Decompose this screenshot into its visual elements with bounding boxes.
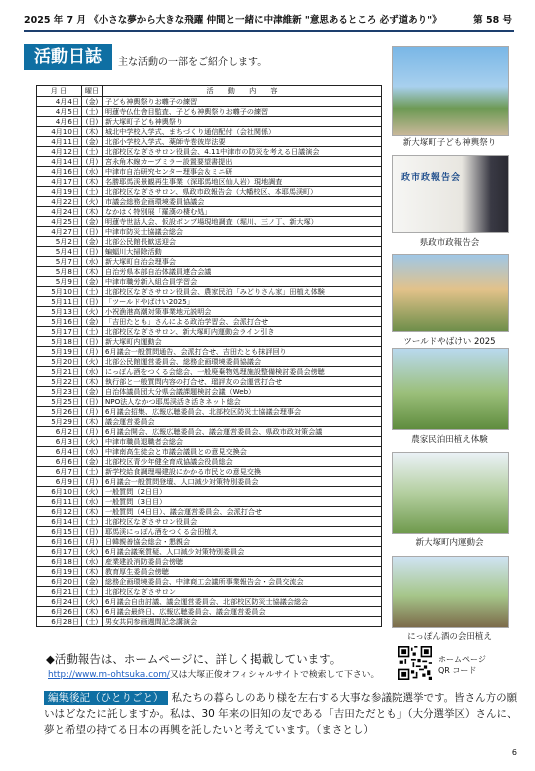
photo-cycling-event bbox=[392, 254, 509, 332]
activity-cell: 明蓮寺仏仕舎目監査、子ども神輿祭りお囃子の練習 bbox=[103, 107, 382, 117]
date-cell: 4月14日 bbox=[37, 157, 82, 167]
activity-cell: 6月議会開会、広報広聴委員会、議会運営委員会、県政市政対策会議 bbox=[103, 427, 382, 437]
qr-code-icon[interactable] bbox=[398, 646, 432, 680]
table-row bbox=[37, 187, 382, 197]
table-row bbox=[37, 447, 382, 457]
qr-label-line2: QR コード bbox=[438, 666, 477, 675]
date-cell: 6月26日 bbox=[37, 607, 82, 617]
date-cell: 6月24日 bbox=[37, 597, 82, 607]
table-row bbox=[37, 147, 382, 157]
weekday-cell: (水) bbox=[82, 557, 103, 567]
date-cell: 5月26日 bbox=[37, 407, 82, 417]
table-row bbox=[37, 227, 382, 237]
table-row bbox=[37, 327, 382, 337]
activity-cell: 宮永角木線カーブミラー設置要望書提出 bbox=[103, 157, 382, 167]
date-cell: 4月10日 bbox=[37, 127, 82, 137]
activity-cell: 新学校給食調理場建設にかかる市民との意見交換 bbox=[103, 467, 382, 477]
table-row bbox=[37, 457, 382, 467]
photo-sign-text: 政市政報告会 bbox=[401, 173, 462, 183]
weekday-cell: (水) bbox=[82, 167, 103, 177]
activity-cell: 明蓮寺世話人会、仮設ポンプ場現地調査（堀川、三ノ丁、新大塚） bbox=[103, 217, 382, 227]
table-row bbox=[37, 127, 382, 137]
activity-cell: 城北中学校入学式、まちづくり通信配付（会社関係） bbox=[103, 127, 382, 137]
weekday-cell: (金) bbox=[82, 577, 103, 587]
weekday-cell: (木) bbox=[82, 207, 103, 217]
weekday-cell: (金) bbox=[82, 237, 103, 247]
date-cell: 6月6日 bbox=[37, 457, 82, 467]
date-cell: 4月4日 bbox=[37, 97, 82, 107]
activity-cell: 自治体議員団大分県会議課題検討会議（Web） bbox=[103, 387, 382, 397]
date-cell: 5月8日 bbox=[37, 267, 82, 277]
homepage-link[interactable]: http://www.m-ohtsuka.com/ bbox=[48, 670, 170, 680]
url-note: 又は大塚正俊オフィシャルサイトで検索して下さい。 bbox=[169, 670, 380, 680]
qr-label bbox=[438, 654, 486, 676]
date-cell: 6月20日 bbox=[37, 577, 82, 587]
activity-cell: 6月議会一般質問登壇、人口減少対策特別委員会 bbox=[103, 477, 382, 487]
date-cell: 6月7日 bbox=[37, 467, 82, 477]
table-row bbox=[37, 207, 382, 217]
weekday-cell: (木) bbox=[82, 607, 103, 617]
date-cell: 5月13日 bbox=[37, 307, 82, 317]
activity-cell: 日韓親善協会総会・懇親会 bbox=[103, 537, 382, 547]
activity-cell: 名勝耶馬渓景観再生事業（深耶馬地区仙人岩）現地調査 bbox=[103, 177, 382, 187]
date-cell: 5月10日 bbox=[37, 287, 82, 297]
header-text: 2025 年 7 月 《小さな夢から大きな飛躍 仲間と一緒に中津維新 "意思あるところ 必ず道あり"》 bbox=[24, 15, 442, 26]
date-cell: 6月15日 bbox=[37, 527, 82, 537]
activity-cell: 教育厚生委員会傍聴 bbox=[103, 567, 382, 577]
date-cell: 6月18日 bbox=[37, 557, 82, 567]
table-row bbox=[37, 387, 382, 397]
weekday-cell: (水) bbox=[82, 447, 103, 457]
weekday-cell: (月) bbox=[82, 537, 103, 547]
table-row bbox=[37, 537, 382, 547]
table-row bbox=[37, 397, 382, 407]
date-cell: 5月21日 bbox=[37, 367, 82, 377]
weekday-cell: (土) bbox=[82, 587, 103, 597]
activity-cell: 新大塚町内運動会 bbox=[103, 337, 382, 347]
table-row bbox=[37, 527, 382, 537]
weekday-cell: (日) bbox=[82, 527, 103, 537]
weekday-cell: (木) bbox=[82, 507, 103, 517]
activity-cell: 6月議会一般質問通告、会派打合せ、吉田たとも抹評回り bbox=[103, 347, 382, 357]
report-notice: ◆活動報告は、ホームページに、詳しく掲載しています。 bbox=[46, 652, 342, 666]
weekday-cell: (日) bbox=[82, 397, 103, 407]
activity-cell: 北部公民館長歓送迎会 bbox=[103, 237, 382, 247]
activity-cell: 北部小学校入学式、薬師寺巻彼岸法要 bbox=[103, 137, 382, 147]
weekday-cell: (火) bbox=[82, 197, 103, 207]
date-cell: 6月2日 bbox=[37, 427, 82, 437]
photo-caption: 農家民泊田植え体験 bbox=[411, 435, 488, 445]
table-header-row bbox=[37, 86, 382, 97]
activity-cell: 中津市職員退職者会総会 bbox=[103, 437, 382, 447]
activity-cell: 男女共同参画週間記念講演会 bbox=[103, 617, 382, 627]
photo-caption: 新大塚町内運動会 bbox=[415, 538, 484, 548]
weekday-cell: (土) bbox=[82, 467, 103, 477]
date-cell: 5月20日 bbox=[37, 357, 82, 367]
table-row bbox=[37, 367, 382, 377]
activity-cell: 議会運営委員会 bbox=[103, 417, 382, 427]
table-row bbox=[37, 347, 382, 357]
weekday-cell: (金) bbox=[82, 97, 103, 107]
weekday-cell: (月) bbox=[82, 157, 103, 167]
header-activity: 活 動 内 容 bbox=[103, 86, 382, 97]
weekday-cell: (火) bbox=[82, 597, 103, 607]
activity-cell: 北部校区なぎさサロン役員会、4.11中津市の防災を考える日議演会 bbox=[103, 147, 382, 157]
weekday-cell: (火) bbox=[82, 547, 103, 557]
date-cell: 5月22日 bbox=[37, 377, 82, 387]
table-row bbox=[37, 487, 382, 497]
weekday-cell: (木) bbox=[82, 177, 103, 187]
weekday-cell: (月) bbox=[82, 477, 103, 487]
weekday-cell: (日) bbox=[82, 297, 103, 307]
photo-caption: 新大塚町子ども神輿祭り bbox=[402, 138, 497, 148]
date-cell: 4月11日 bbox=[37, 137, 82, 147]
activity-cell: なかはく特別展「羅漢の棲む処」 bbox=[103, 207, 382, 217]
table-row bbox=[37, 217, 382, 227]
date-cell: 4月24日 bbox=[37, 207, 82, 217]
photo-sports-day bbox=[392, 452, 509, 534]
table-row bbox=[37, 107, 382, 117]
date-cell: 5月4日 bbox=[37, 247, 82, 257]
weekday-cell: (土) bbox=[82, 617, 103, 627]
activity-cell: 6月議会招集、広報広聴委員会、北部校区防災士協議会理事会 bbox=[103, 407, 382, 417]
activity-cell: 一般質問（4日目）、議会運営委員会、会派打合せ bbox=[103, 507, 382, 517]
table-row bbox=[37, 497, 382, 507]
weekday-cell: (金) bbox=[82, 317, 103, 327]
weekday-cell: (土) bbox=[82, 107, 103, 117]
weekday-cell: (月) bbox=[82, 407, 103, 417]
table-row bbox=[37, 247, 382, 257]
table-row bbox=[37, 567, 382, 577]
date-cell: 5月16日 bbox=[37, 317, 82, 327]
photo-mikoshi-festival bbox=[392, 46, 509, 136]
table-row bbox=[37, 117, 382, 127]
table-row bbox=[37, 337, 382, 347]
activity-cell: 「吉田たとも」さんによる政治学習会、会派打合せ bbox=[103, 317, 382, 327]
activity-cell: にっぽん酒をつくる会総会、一般廃棄物処理施設整備検討委員会傍聴 bbox=[103, 367, 382, 377]
date-cell: 4月12日 bbox=[37, 147, 82, 157]
page-number: 6 bbox=[511, 748, 517, 757]
date-cell: 4月22日 bbox=[37, 197, 82, 207]
date-cell: 5月25日 bbox=[37, 397, 82, 407]
table-row bbox=[37, 297, 382, 307]
table-row bbox=[37, 377, 382, 387]
table-row bbox=[37, 507, 382, 517]
date-cell: 4月16日 bbox=[37, 167, 82, 177]
activity-cell: 一般質問（2日目） bbox=[103, 487, 382, 497]
weekday-cell: (木) bbox=[82, 267, 103, 277]
issue-number: 第 58 号 bbox=[473, 15, 512, 26]
activity-cell: 北部校区なぎさサロン、県政市政報告会（大幡校区、本耶馬渓町） bbox=[103, 187, 382, 197]
date-cell: 6月16日 bbox=[37, 537, 82, 547]
date-cell: 4月19日 bbox=[37, 187, 82, 197]
date-cell: 6月21日 bbox=[37, 587, 82, 597]
header-divider bbox=[24, 30, 514, 32]
table-row bbox=[37, 467, 382, 477]
activity-cell: 北部校区なぎさサロン役員会 bbox=[103, 517, 382, 527]
editor-note bbox=[44, 690, 519, 738]
weekday-cell: (日) bbox=[82, 227, 103, 237]
table-row bbox=[37, 357, 382, 367]
date-cell: 4月27日 bbox=[37, 227, 82, 237]
weekday-cell: (木) bbox=[82, 377, 103, 387]
table-row bbox=[37, 407, 382, 417]
table-row bbox=[37, 237, 382, 247]
activity-cell: 小祝漁港高潮対策事業地元説明会 bbox=[103, 307, 382, 317]
table-row bbox=[37, 307, 382, 317]
photo-sake-rice-planting bbox=[392, 556, 509, 628]
activity-cell: 北部校区青少年健全育成協議会役員総会 bbox=[103, 457, 382, 467]
weekday-cell: (土) bbox=[82, 287, 103, 297]
photo-rice-planting bbox=[392, 348, 509, 430]
weekday-cell: (金) bbox=[82, 137, 103, 147]
qr-label-line1: ホームページ bbox=[438, 655, 486, 664]
weekday-cell: (火) bbox=[82, 487, 103, 497]
table-row bbox=[37, 267, 382, 277]
activity-cell: 6月議会自由討議、議会運営委員会、北部校区防災士協議会総会 bbox=[103, 597, 382, 607]
activity-cell: 新大塚町自治会理事会 bbox=[103, 257, 382, 267]
weekday-cell: (水) bbox=[82, 257, 103, 267]
date-cell: 6月19日 bbox=[37, 567, 82, 577]
activity-cell: 中津南高生徒会と市議会議員との意見交換会 bbox=[103, 447, 382, 457]
table-row bbox=[37, 427, 382, 437]
table-row bbox=[37, 617, 382, 627]
table-row bbox=[37, 557, 382, 567]
editor-text: 私たちの暮らしのあり様を左右する大事な参議院選挙です。皆さん方の願いはどなたに託しますか。私は、30 年来の旧知の友である「吉田ただとも」（大分選挙区）さんに、夢と希望の持てる日本の再興を託したいと考えています。（まさとし） bbox=[44, 692, 518, 736]
activity-cell: 総務企画環境委員会、中津商工会議所事業報告会・会員交流会 bbox=[103, 577, 382, 587]
activity-cell: 耶馬渓にっぽん酒をつくる会田植え bbox=[103, 527, 382, 537]
activity-cell: 中津市職労新入組合員学習会 bbox=[103, 277, 382, 287]
weekday-cell: (土) bbox=[82, 327, 103, 337]
table-row bbox=[37, 547, 382, 557]
activity-table bbox=[36, 85, 382, 627]
activity-cell: 蝙蝠川大掃除活動 bbox=[103, 247, 382, 257]
activity-cell: 6月議会最終日、広報広聴委員会、議会運営委員会 bbox=[103, 607, 382, 617]
activity-cell: 一般質問（3日目） bbox=[103, 497, 382, 507]
date-cell: 6月10日 bbox=[37, 487, 82, 497]
activity-cell: 6月議会議案質疑、人口減少対策特別委員会 bbox=[103, 547, 382, 557]
date-cell: 6月11日 bbox=[37, 497, 82, 507]
header-date: 月 日 bbox=[37, 86, 82, 97]
activity-cell: 北部校区なぎさサロン役員会、農家民泊「みどりさん家」田植え体験 bbox=[103, 287, 382, 297]
weekday-cell: (火) bbox=[82, 437, 103, 447]
date-cell: 6月14日 bbox=[37, 517, 82, 527]
table-row bbox=[37, 287, 382, 297]
table-row bbox=[37, 97, 382, 107]
weekday-cell: (金) bbox=[82, 217, 103, 227]
activity-cell: 北部校区なぎさサロン bbox=[103, 587, 382, 597]
activity-cell: 「ツールドやばけい2025」 bbox=[103, 297, 382, 307]
weekday-cell: (日) bbox=[82, 247, 103, 257]
header-weekday: 曜日 bbox=[82, 86, 103, 97]
date-cell: 6月28日 bbox=[37, 617, 82, 627]
table-row bbox=[37, 317, 382, 327]
weekday-cell: (土) bbox=[82, 187, 103, 197]
activity-cell: 市議会総務企画環境委員協議会 bbox=[103, 197, 382, 207]
date-cell: 5月7日 bbox=[37, 257, 82, 267]
activity-cell: 執行部と一般質問内容の打合せ、瑠評友の会運営打合せ bbox=[103, 377, 382, 387]
weekday-cell: (木) bbox=[82, 127, 103, 137]
date-cell: 5月18日 bbox=[37, 337, 82, 347]
weekday-cell: (日) bbox=[82, 117, 103, 127]
table-row bbox=[37, 597, 382, 607]
activity-cell: 自治労県本部自治体議員連合会議 bbox=[103, 267, 382, 277]
weekday-cell: (金) bbox=[82, 457, 103, 467]
table-row bbox=[37, 257, 382, 267]
activity-cell: 産業建設消防委員会傍聴 bbox=[103, 557, 382, 567]
date-cell: 4月5日 bbox=[37, 107, 82, 117]
weekday-cell: (木) bbox=[82, 567, 103, 577]
date-cell: 4月25日 bbox=[37, 217, 82, 227]
table-row bbox=[37, 437, 382, 447]
activity-cell: 子ども神輿祭りお囃子の練習 bbox=[103, 97, 382, 107]
table-row bbox=[37, 517, 382, 527]
table-row bbox=[37, 417, 382, 427]
date-cell: 5月17日 bbox=[37, 327, 82, 337]
table-row bbox=[37, 137, 382, 147]
weekday-cell: (水) bbox=[82, 497, 103, 507]
date-cell: 6月3日 bbox=[37, 437, 82, 447]
weekday-cell: (金) bbox=[82, 277, 103, 287]
section-subtitle: 主な活動の一部をご紹介します。 bbox=[118, 57, 268, 68]
activity-cell: 中津市自治研究センター理事会＆ミニ研 bbox=[103, 167, 382, 177]
activity-cell: NPO法人なかつ耶馬渓活き活きネット総会 bbox=[103, 397, 382, 407]
activity-cell: 新大塚町子ども神輿祭り bbox=[103, 117, 382, 127]
table-row bbox=[37, 177, 382, 187]
weekday-cell: (水) bbox=[82, 367, 103, 377]
table-row bbox=[37, 167, 382, 177]
table-row bbox=[37, 577, 382, 587]
weekday-cell: (土) bbox=[82, 147, 103, 157]
url-line bbox=[48, 667, 379, 680]
weekday-cell: (土) bbox=[82, 517, 103, 527]
table-row bbox=[37, 277, 382, 287]
photo-caption: ツールドやばけい 2025 bbox=[403, 337, 496, 347]
activity-cell: 中津市防災士協議会総会 bbox=[103, 227, 382, 237]
date-cell: 4月6日 bbox=[37, 117, 82, 127]
table-row bbox=[37, 197, 382, 207]
date-cell: 6月12日 bbox=[37, 507, 82, 517]
photo-caption: にっぽん酒の会田植え bbox=[407, 632, 492, 642]
date-cell: 4月17日 bbox=[37, 177, 82, 187]
date-cell: 6月4日 bbox=[37, 447, 82, 457]
date-cell: 5月9日 bbox=[37, 277, 82, 287]
table-row bbox=[37, 587, 382, 597]
weekday-cell: (木) bbox=[82, 417, 103, 427]
weekday-cell: (月) bbox=[82, 347, 103, 357]
date-cell: 5月23日 bbox=[37, 387, 82, 397]
page-header bbox=[24, 12, 512, 26]
date-cell: 5月29日 bbox=[37, 417, 82, 427]
date-cell: 6月9日 bbox=[37, 477, 82, 487]
weekday-cell: (月) bbox=[82, 427, 103, 437]
table-row bbox=[37, 157, 382, 167]
photo-report-meeting bbox=[392, 155, 509, 233]
photo-caption: 県政市政報告会 bbox=[419, 238, 480, 248]
date-cell: 5月2日 bbox=[37, 237, 82, 247]
weekday-cell: (日) bbox=[82, 337, 103, 347]
weekday-cell: (火) bbox=[82, 357, 103, 367]
date-cell: 5月11日 bbox=[37, 297, 82, 307]
editor-tag: 編集後記（ひとりごと） bbox=[44, 691, 168, 705]
date-cell: 5月19日 bbox=[37, 347, 82, 357]
section-title: 活動日誌 bbox=[24, 44, 112, 70]
table-row bbox=[37, 607, 382, 617]
activity-cell: 北部校区なぎさサロン、新大塚町内運動会ライン引き bbox=[103, 327, 382, 337]
weekday-cell: (火) bbox=[82, 307, 103, 317]
activity-cell: 北部公民館運営委員会、総務企画環境委員協議会 bbox=[103, 357, 382, 367]
weekday-cell: (金) bbox=[82, 387, 103, 397]
table-row bbox=[37, 477, 382, 487]
date-cell: 6月17日 bbox=[37, 547, 82, 557]
